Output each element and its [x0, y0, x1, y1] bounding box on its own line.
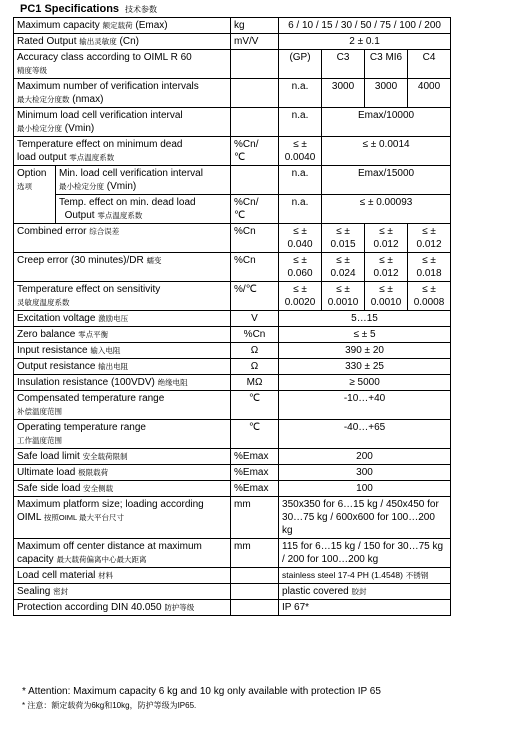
spec-label: Sealing 密封: [14, 584, 231, 600]
table-row: [14, 375, 451, 391]
spec-value: C3: [322, 50, 365, 79]
spec-value: ≥ 5000: [279, 375, 451, 391]
spec-value: C4: [408, 50, 451, 79]
spec-label: Zero balance 零点平衡: [14, 327, 231, 343]
spec-value: -40…+65: [279, 420, 451, 449]
spec-label: Safe load limit 安全载荷限制: [14, 449, 231, 465]
spec-value: 100: [279, 481, 451, 497]
table-row: [14, 34, 451, 50]
spec-value: 3000: [365, 79, 408, 108]
table-row: [14, 497, 451, 539]
spec-label: Input resistance 输入电阻: [14, 343, 231, 359]
spec-value: 4000: [408, 79, 451, 108]
spec-value: ≤ ± 0.060: [279, 253, 322, 282]
table-row: [14, 137, 451, 166]
spec-value: ≤ ± 0.015: [322, 224, 365, 253]
table-row: [14, 166, 451, 195]
table-row: [14, 108, 451, 137]
spec-unit: Ω: [231, 343, 279, 359]
page-title-cn: 技术参数: [125, 5, 158, 14]
spec-value: 3000: [322, 79, 365, 108]
spec-label: Accuracy class according to OIML R 60 精度等级: [14, 50, 231, 79]
spec-unit: [231, 79, 279, 108]
spec-unit: %Emax: [231, 449, 279, 465]
spec-unit: Ω: [231, 359, 279, 375]
spec-value: ≤ ± 0.040: [279, 224, 322, 253]
spec-label: Temperature effect on minimum dead load output 零点温度系数: [14, 137, 231, 166]
table-row: [14, 465, 451, 481]
spec-label: Safe side load 安全侧载: [14, 481, 231, 497]
spec-value: 200: [279, 449, 451, 465]
spec-value: ≤ ± 0.0014: [322, 137, 451, 166]
spec-value: ≤ ± 0.0040: [279, 137, 322, 166]
footnote-cn: * 注意：额定载荷为6kg和10kg，防护等级为IP65.: [22, 701, 197, 710]
spec-unit: %Cn: [231, 327, 279, 343]
table-row: [14, 584, 451, 600]
spec-value: Emax/15000: [322, 166, 451, 195]
table-row: [14, 343, 451, 359]
spec-value: ≤ ± 0.0010: [322, 282, 365, 311]
table-row: [14, 253, 451, 282]
spec-label: Maximum platform size; loading according OIML 按照OIML 最大平台尺寸: [14, 497, 231, 539]
spec-label: Temperature effect on sensitivity 灵敏度温度系数: [14, 282, 231, 311]
spec-value: n.a.: [279, 195, 322, 224]
spec-value: 350x350 for 6…15 kg / 450x450 for 30…75 kg / 600x600 for 100…200 kg: [279, 497, 451, 539]
table-row: [14, 568, 451, 584]
spec-unit: %Cn/ ℃: [231, 137, 279, 166]
spec-label: Output resistance 输出电阻: [14, 359, 231, 375]
spec-label: Min. load cell verification interval 最小检定分度 (Vmin): [56, 166, 231, 195]
spec-value: 2 ± 0.1: [279, 34, 451, 50]
spec-value: -10…+40: [279, 391, 451, 420]
spec-label: Minimum load cell verification interval 最小检定分度 (Vmin): [14, 108, 231, 137]
spec-unit: %Cn: [231, 253, 279, 282]
table-row: [14, 282, 451, 311]
spec-unit: %Emax: [231, 481, 279, 497]
spec-label: Maximum capacity 额定载荷 (Emax): [14, 18, 231, 34]
spec-label: Temp. effect on min. dead load Output 零点温度系数: [56, 195, 231, 224]
spec-unit: %/℃: [231, 282, 279, 311]
table-row: [14, 311, 451, 327]
spec-value: ≤ ± 0.012: [365, 224, 408, 253]
spec-value: n.a.: [279, 79, 322, 108]
table-row: [14, 79, 451, 108]
spec-value: C3 MI6: [365, 50, 408, 79]
spec-value: (GP): [279, 50, 322, 79]
spec-value: ≤ ± 0.012: [365, 253, 408, 282]
spec-value: n.a.: [279, 108, 322, 137]
spec-label: Maximum off center distance at maximum capacity 最大载荷偏离中心最大距离: [14, 539, 231, 568]
spec-value: 6 / 10 / 15 / 30 / 50 / 75 / 100 / 200: [279, 18, 451, 34]
spec-value: 330 ± 25: [279, 359, 451, 375]
spec-unit: mm: [231, 539, 279, 568]
table-row: [14, 359, 451, 375]
spec-value: IP 67*: [279, 600, 451, 616]
table-row: [14, 539, 451, 568]
spec-label: Ultimate load 极限载荷: [14, 465, 231, 481]
spec-unit: mV/V: [231, 34, 279, 50]
page-title: PC1 Specifications 技术参数: [20, 3, 158, 15]
table-row: [14, 481, 451, 497]
spec-label: Operating temperature range 工作温度范围: [14, 420, 231, 449]
spec-value: ≤ ± 0.0008: [408, 282, 451, 311]
table-row: [14, 449, 451, 465]
table-row: [14, 18, 451, 34]
spec-value: ≤ ± 0.018: [408, 253, 451, 282]
spec-unit: %Emax: [231, 465, 279, 481]
spec-unit: kg: [231, 18, 279, 34]
spec-unit: ℃: [231, 391, 279, 420]
spec-label: Maximum number of verification intervals 最大检定分度数 (nmax): [14, 79, 231, 108]
table-row: [14, 327, 451, 343]
spec-value: ≤ ± 0.0020: [279, 282, 322, 311]
spec-value: 115 for 6…15 kg / 150 for 30…75 kg / 200 for 100…200 kg: [279, 539, 451, 568]
spec-label: Excitation voltage 激励电压: [14, 311, 231, 327]
option-label: Option 选项: [14, 166, 56, 224]
footnote-en: * Attention: Maximum capacity 6 kg and 10 kg only available with protection IP 65: [22, 686, 381, 697]
spec-label: Creep error (30 minutes)/DR 蠕变: [14, 253, 231, 282]
spec-unit: [231, 568, 279, 584]
spec-table: [13, 17, 451, 616]
spec-unit: [231, 50, 279, 79]
spec-unit: MΩ: [231, 375, 279, 391]
spec-value: Emax/10000: [322, 108, 451, 137]
spec-label: Protection according DIN 40.050 防护等级: [14, 600, 231, 616]
spec-label: Insulation resistance (100VDV) 绝缘电阻: [14, 375, 231, 391]
spec-value: ≤ ± 0.00093: [322, 195, 451, 224]
spec-value: ≤ ± 5: [279, 327, 451, 343]
table-row: [14, 195, 451, 224]
spec-value: 390 ± 20: [279, 343, 451, 359]
spec-unit: [231, 584, 279, 600]
spec-value: 5…15: [279, 311, 451, 327]
spec-unit: [231, 108, 279, 137]
spec-label: Load cell material 材料: [14, 568, 231, 584]
spec-unit: %Cn: [231, 224, 279, 253]
spec-value: n.a.: [279, 166, 322, 195]
table-row: [14, 420, 451, 449]
spec-value: ≤ ± 0.024: [322, 253, 365, 282]
table-row: [14, 600, 451, 616]
table-row: [14, 391, 451, 420]
spec-unit: %Cn/ ℃: [231, 195, 279, 224]
spec-value: stainless steel 17-4 PH (1.4548) 不锈钢: [279, 568, 451, 584]
spec-value: ≤ ± 0.012: [408, 224, 451, 253]
spec-value: ≤ ± 0.0010: [365, 282, 408, 311]
footnotes: [22, 685, 381, 713]
spec-unit: ℃: [231, 420, 279, 449]
spec-value: plastic covered 胶封: [279, 584, 451, 600]
spec-label: Rated Output 输出灵敏度 (Cn): [14, 34, 231, 50]
spec-label: Combined error 综合误差: [14, 224, 231, 253]
spec-unit: V: [231, 311, 279, 327]
spec-unit: [231, 600, 279, 616]
spec-unit: mm: [231, 497, 279, 539]
spec-unit: [231, 166, 279, 195]
spec-label: Compensated temperature range 补偿温度范围: [14, 391, 231, 420]
table-row: [14, 50, 451, 79]
spec-value: 300: [279, 465, 451, 481]
table-row: [14, 224, 451, 253]
